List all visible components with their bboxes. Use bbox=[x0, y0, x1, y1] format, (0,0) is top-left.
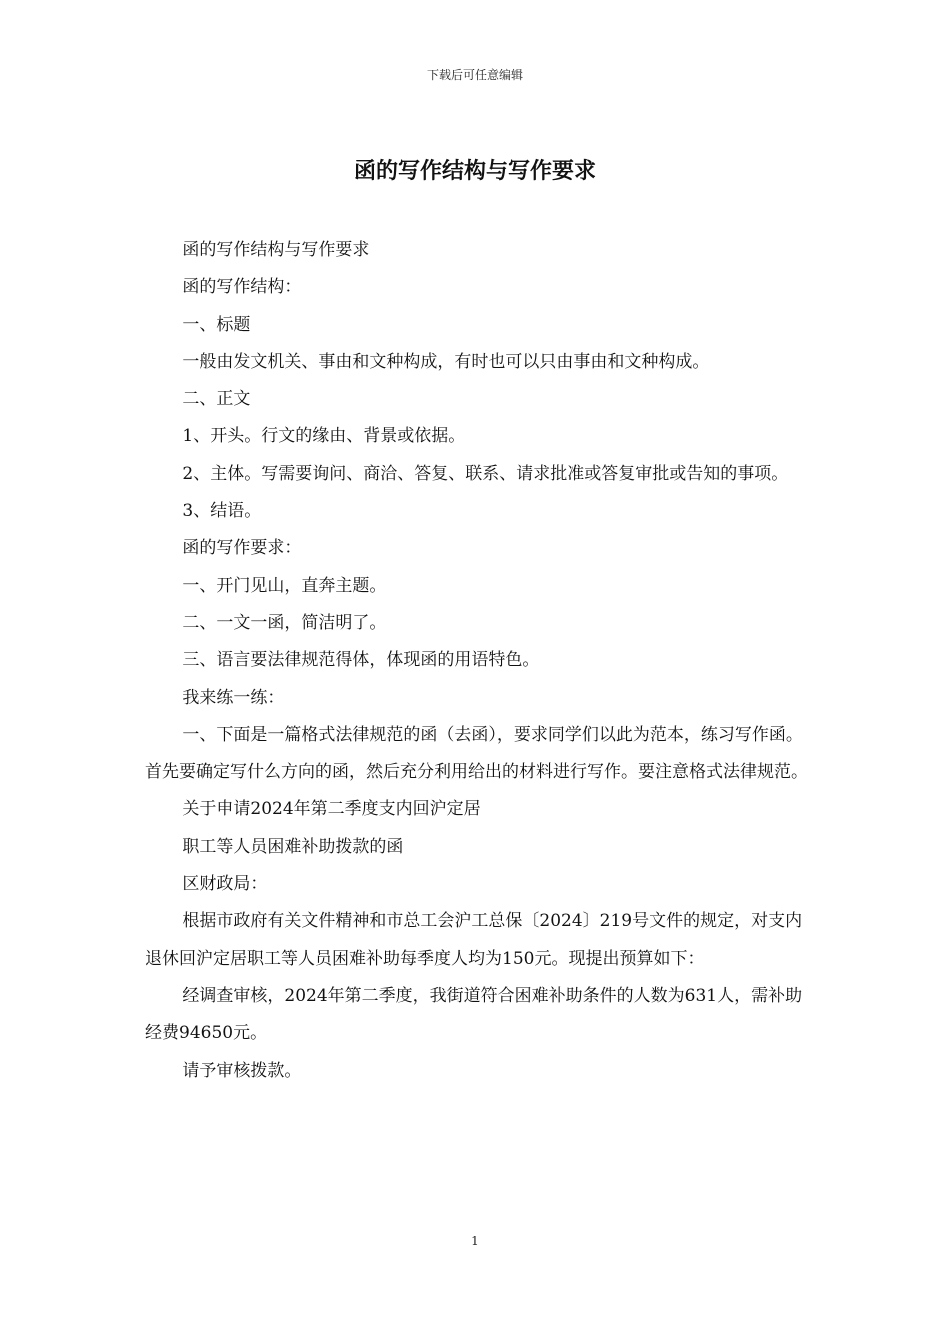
paragraph-title-description: 一般由发文机关、事由和文种构成，有时也可以只由事由和文种构成。 bbox=[182, 351, 710, 372]
paragraph-practice-instructions: 一、下面是一篇格式法律规范的函（去函），要求同学们以此为范本，练习写作函。首先要确定写什么方向的函，然后充分利用给出的材料进行写作。要注意格式法律规范。 bbox=[145, 724, 808, 783]
paragraph-requirements-heading: 函的写作要求： bbox=[182, 538, 302, 559]
paragraph-recipient: 区财政局： bbox=[182, 874, 268, 895]
paragraph-letter-budget: 经调查审核，2024年第二季度，我街道符合困难补助条件的人数为631人，需补助经费94650元。 bbox=[145, 985, 803, 1044]
paragraph-requirement-1: 一、开门见山，直奔主题。 bbox=[182, 575, 387, 596]
paragraph-structure-heading: 函的写作结构： bbox=[182, 277, 302, 298]
paragraph-letter-basis: 根据市政府有关文件精神和市总工会沪工总保〔2024〕219号文件的规定，对支内退休回沪定居职工等人员困难补助每季度人均为150元。现提出预算如下： bbox=[145, 911, 803, 969]
paragraph-letter-title-line-2: 职工等人员困难补助拨款的函 bbox=[182, 836, 404, 857]
paragraph-section-title: 一、标题 bbox=[182, 314, 251, 335]
paragraph-letter-title-line-1: 关于申请2024年第二季度支内回沪定居 bbox=[182, 799, 481, 820]
paragraph-opening: 1、开头。行文的缘由、背景或依据。 bbox=[182, 426, 466, 447]
page-number: 1 bbox=[471, 1234, 479, 1248]
paragraph-closing: 3、结语。 bbox=[182, 501, 262, 522]
header-note: 下载后可任意编辑 bbox=[426, 68, 523, 82]
document-title: 函的写作结构与写作要求 bbox=[353, 158, 596, 184]
paragraph-requirement-3: 三、语言要法律规范得体，体现函的用语特色。 bbox=[182, 650, 540, 671]
paragraph-subtitle: 函的写作结构与写作要求 bbox=[182, 240, 370, 260]
paragraph-letter-request: 请予审核拨款。 bbox=[182, 1060, 302, 1081]
paragraph-section-body: 二、正文 bbox=[182, 389, 251, 410]
paragraph-requirement-2: 二、一文一函，简洁明了。 bbox=[182, 612, 387, 633]
paragraph-practice-heading: 我来练一练： bbox=[182, 687, 285, 708]
paragraph-main-body: 2、主体。写需要询问、商洽、答复、联系、请求批准或答复审批或告知的事项。 bbox=[182, 463, 789, 484]
document-body bbox=[145, 232, 810, 1090]
